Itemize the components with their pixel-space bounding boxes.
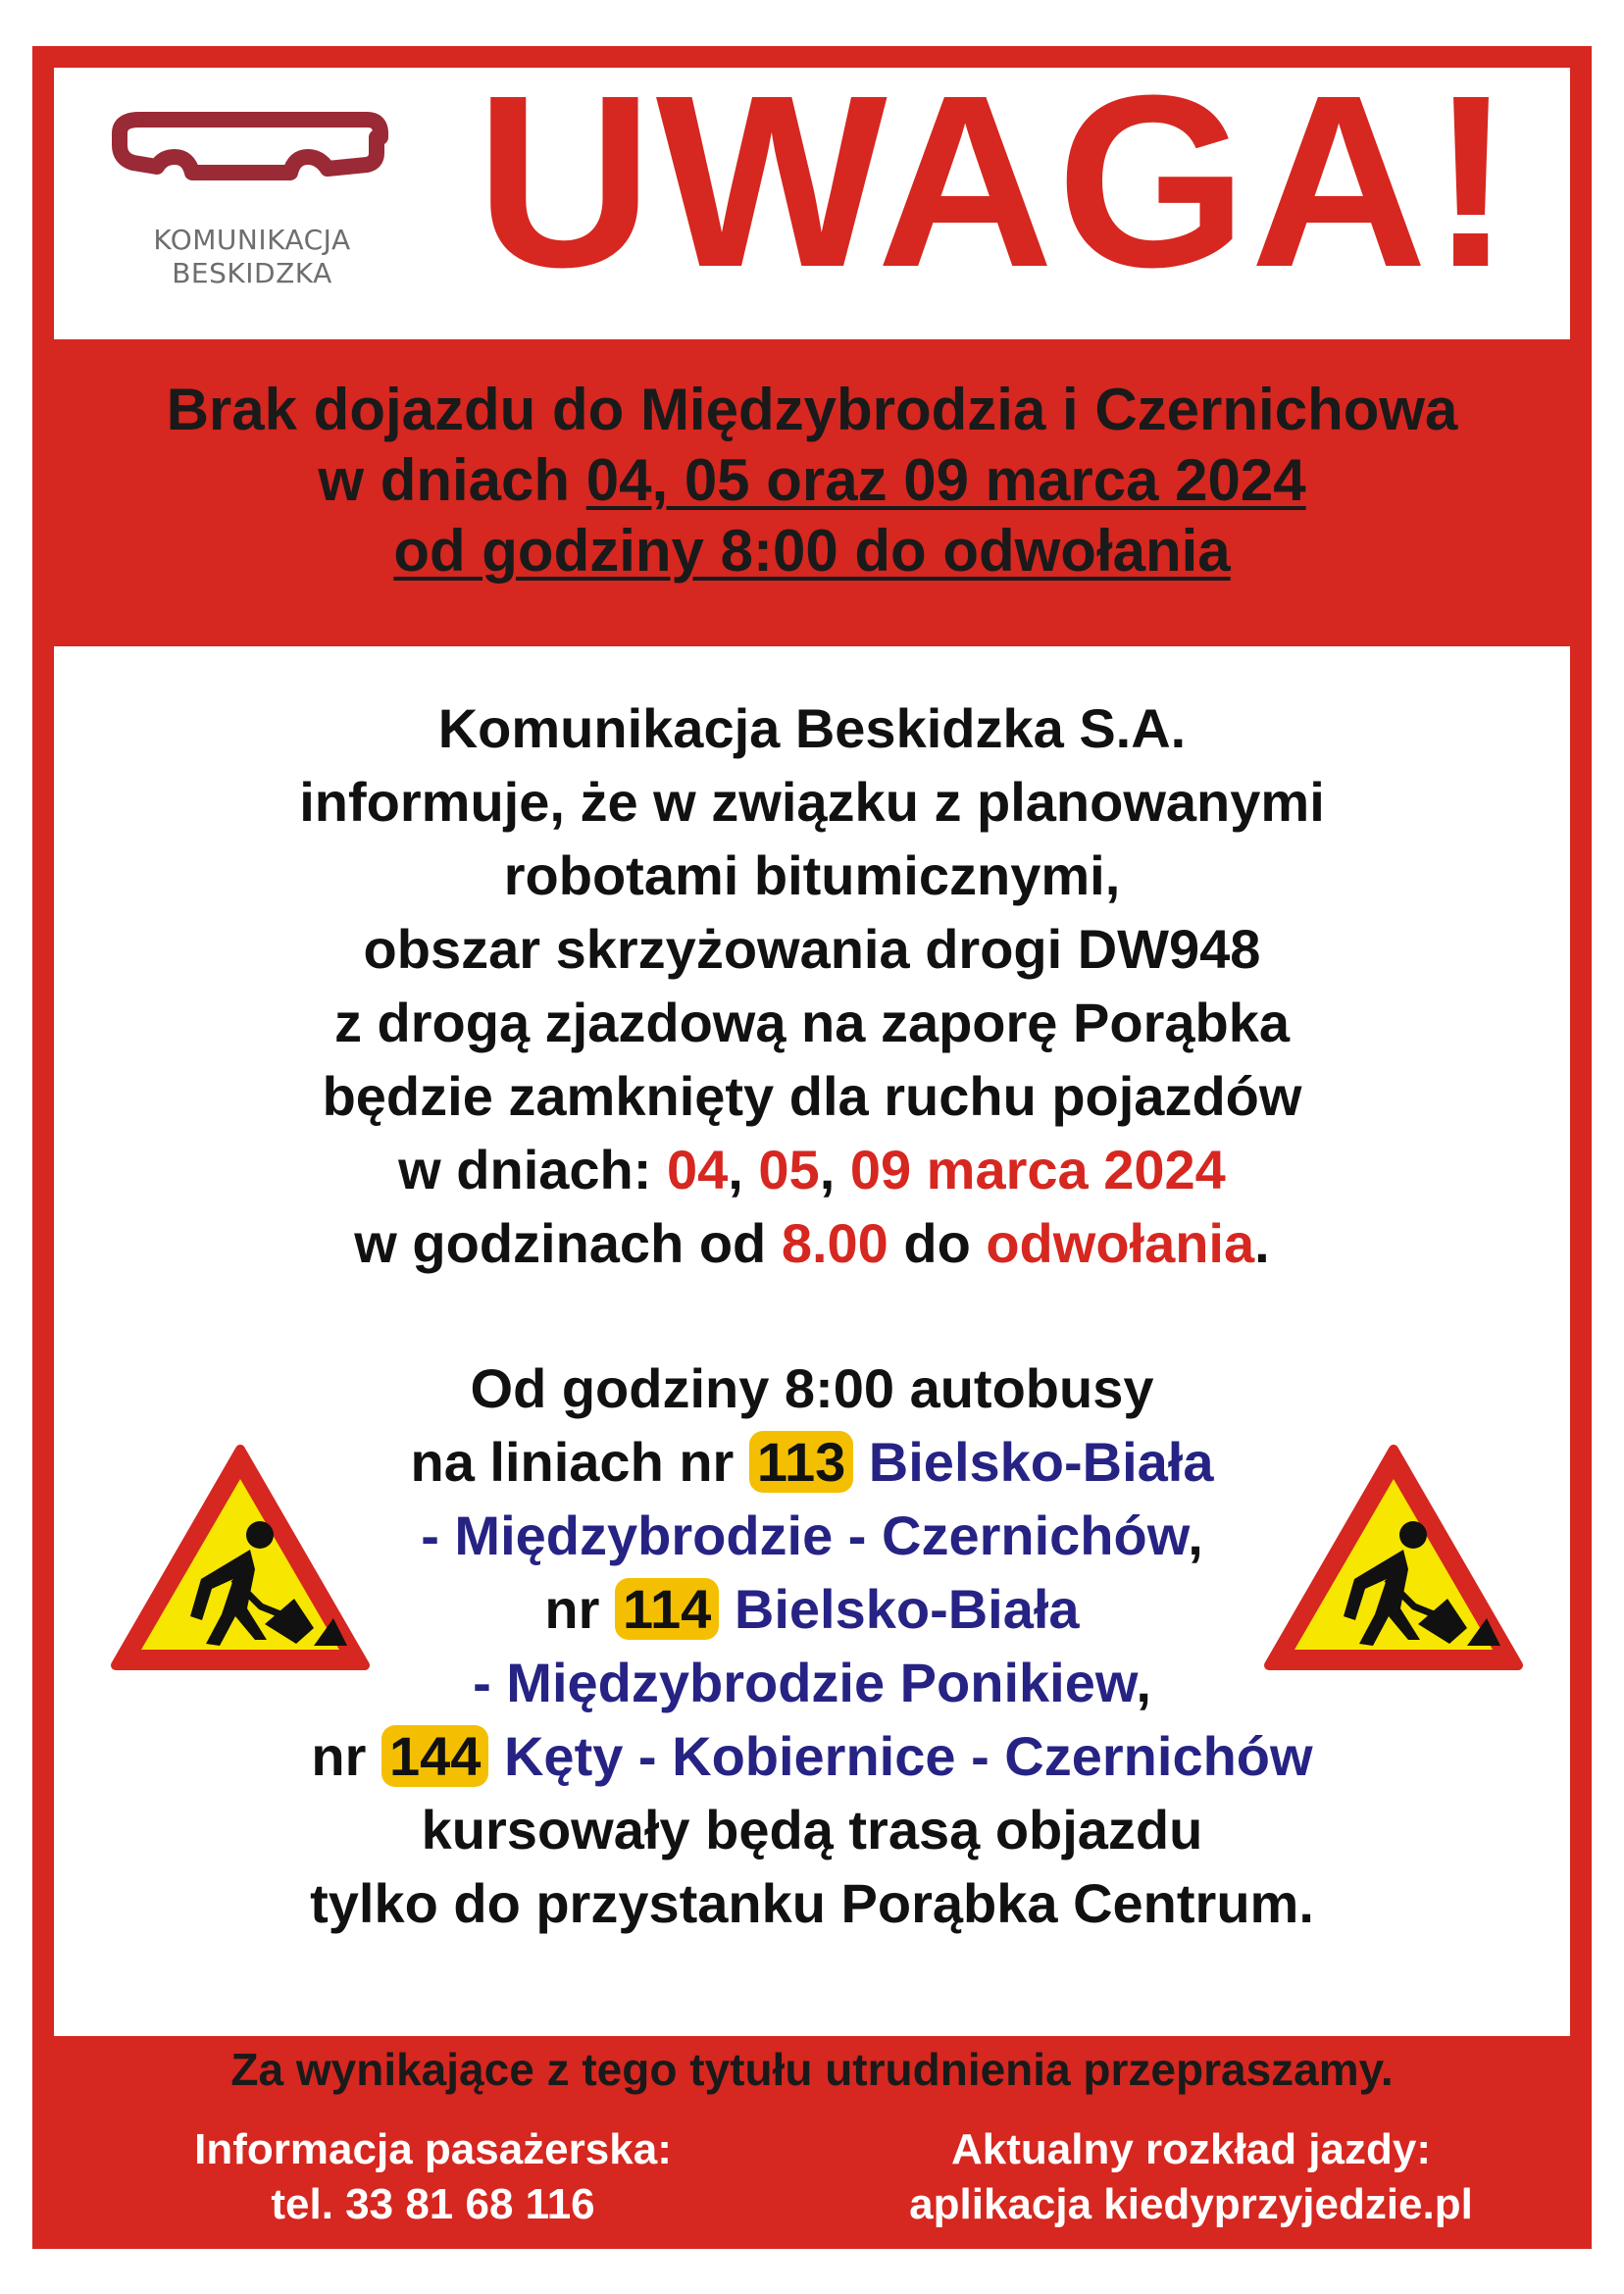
route-line-2-prefix: na liniach nr (410, 1431, 749, 1493)
notice-line-2: informuje, że w związku z planowanymi (299, 771, 1325, 833)
route-line-7: kursowały będą trasą objazdu (421, 1799, 1203, 1861)
timetable-info-title: Aktualny rozkład jazdy: (950, 2125, 1431, 2173)
notice-separator-1: , (728, 1139, 759, 1200)
timetable-info-link: aplikacja kiedyprzyjedzie.pl (909, 2180, 1473, 2228)
notice-line-8-mid: do (888, 1212, 987, 1274)
route-114-name-cont: - Międzybrodzie Ponikiew (473, 1652, 1137, 1713)
timetable-info (812, 2122, 1570, 2232)
banner-line-3 (54, 516, 1570, 586)
bus-icon (110, 98, 394, 226)
notice-line-4: obszar skrzyżowania drogi DW948 (363, 918, 1261, 980)
closure-end: odwołania (986, 1212, 1255, 1274)
notice-line-3: robotami bitumicznymi, (503, 844, 1121, 906)
route-line-6-prefix: nr (311, 1725, 381, 1787)
closure-date-2: 05 (758, 1139, 820, 1200)
banner-time: od godziny 8:00 do odwołania (393, 518, 1231, 584)
notice-line-8-dot: . (1254, 1212, 1270, 1274)
notice-line-5: z drogą zjazdową na zaporę Porąbka (333, 992, 1290, 1053)
route-113-name: Bielsko-Biała (853, 1431, 1214, 1493)
notice-line-8-prefix: w godzinach od (354, 1212, 782, 1274)
company-logo (110, 98, 394, 314)
route-113-name-cont: - Międzybrodzie - Czernichów (421, 1504, 1189, 1566)
notice-separator-2: , (819, 1139, 850, 1200)
banner-line-2 (54, 445, 1570, 516)
notice-line-8 (54, 1206, 1570, 1280)
notice-text (54, 691, 1570, 1280)
notice-line-1: Komunikacja Beskidzka S.A. (437, 697, 1187, 759)
banner-line-2-prefix: w dniach (318, 447, 586, 513)
banner-dates: 04, 05 oraz 09 marca 2024 (585, 447, 1306, 513)
closure-date-3: 09 marca 2024 (849, 1139, 1226, 1200)
passenger-info-title: Informacja pasażerska: (194, 2125, 672, 2173)
notice-line-7-prefix: w dniach: (398, 1139, 667, 1200)
apology-text: Za wynikające z tego tytułu utrudnienia przepraszamy. (230, 2044, 1394, 2095)
route-line-6 (54, 1719, 1570, 1793)
roadwork-warning-icon (108, 1442, 373, 1677)
route-line-4-prefix: nr (544, 1578, 615, 1640)
closure-date-1: 04 (666, 1139, 729, 1200)
headline: UWAGA! (476, 44, 1515, 318)
route-line-5-comma: , (1136, 1652, 1151, 1713)
logo-text-line1: KOMUNIKACJA (153, 224, 351, 256)
route-badge-114: 114 (615, 1578, 719, 1640)
footer-band (54, 2036, 1570, 2249)
route-badge-144: 144 (381, 1725, 488, 1787)
route-line-1: Od godziny 8:00 autobusy (470, 1357, 1154, 1419)
passenger-info (54, 2122, 812, 2232)
route-line-8: tylko do przystanku Porąbka Centrum. (310, 1872, 1314, 1934)
banner-line-1: Brak dojazdu do Międzybrodzia i Czernichowa (166, 377, 1458, 442)
logo-text-line2: BESKIDZKA (172, 257, 332, 289)
roadwork-warning-icon (1261, 1442, 1526, 1677)
route-114-name: Bielsko-Biała (719, 1578, 1080, 1640)
closure-banner (54, 339, 1570, 646)
passenger-info-phone: tel. 33 81 68 116 (271, 2180, 595, 2228)
closure-start-time: 8.00 (781, 1212, 888, 1274)
route-badge-113: 113 (749, 1431, 853, 1493)
route-line-3-comma: , (1188, 1504, 1203, 1566)
notice-line-6: będzie zamknięty dla ruchu pojazdów (322, 1065, 1302, 1127)
notice-line-7 (54, 1133, 1570, 1206)
route-144-name: Kęty - Kobiernice - Czernichów (488, 1725, 1313, 1787)
